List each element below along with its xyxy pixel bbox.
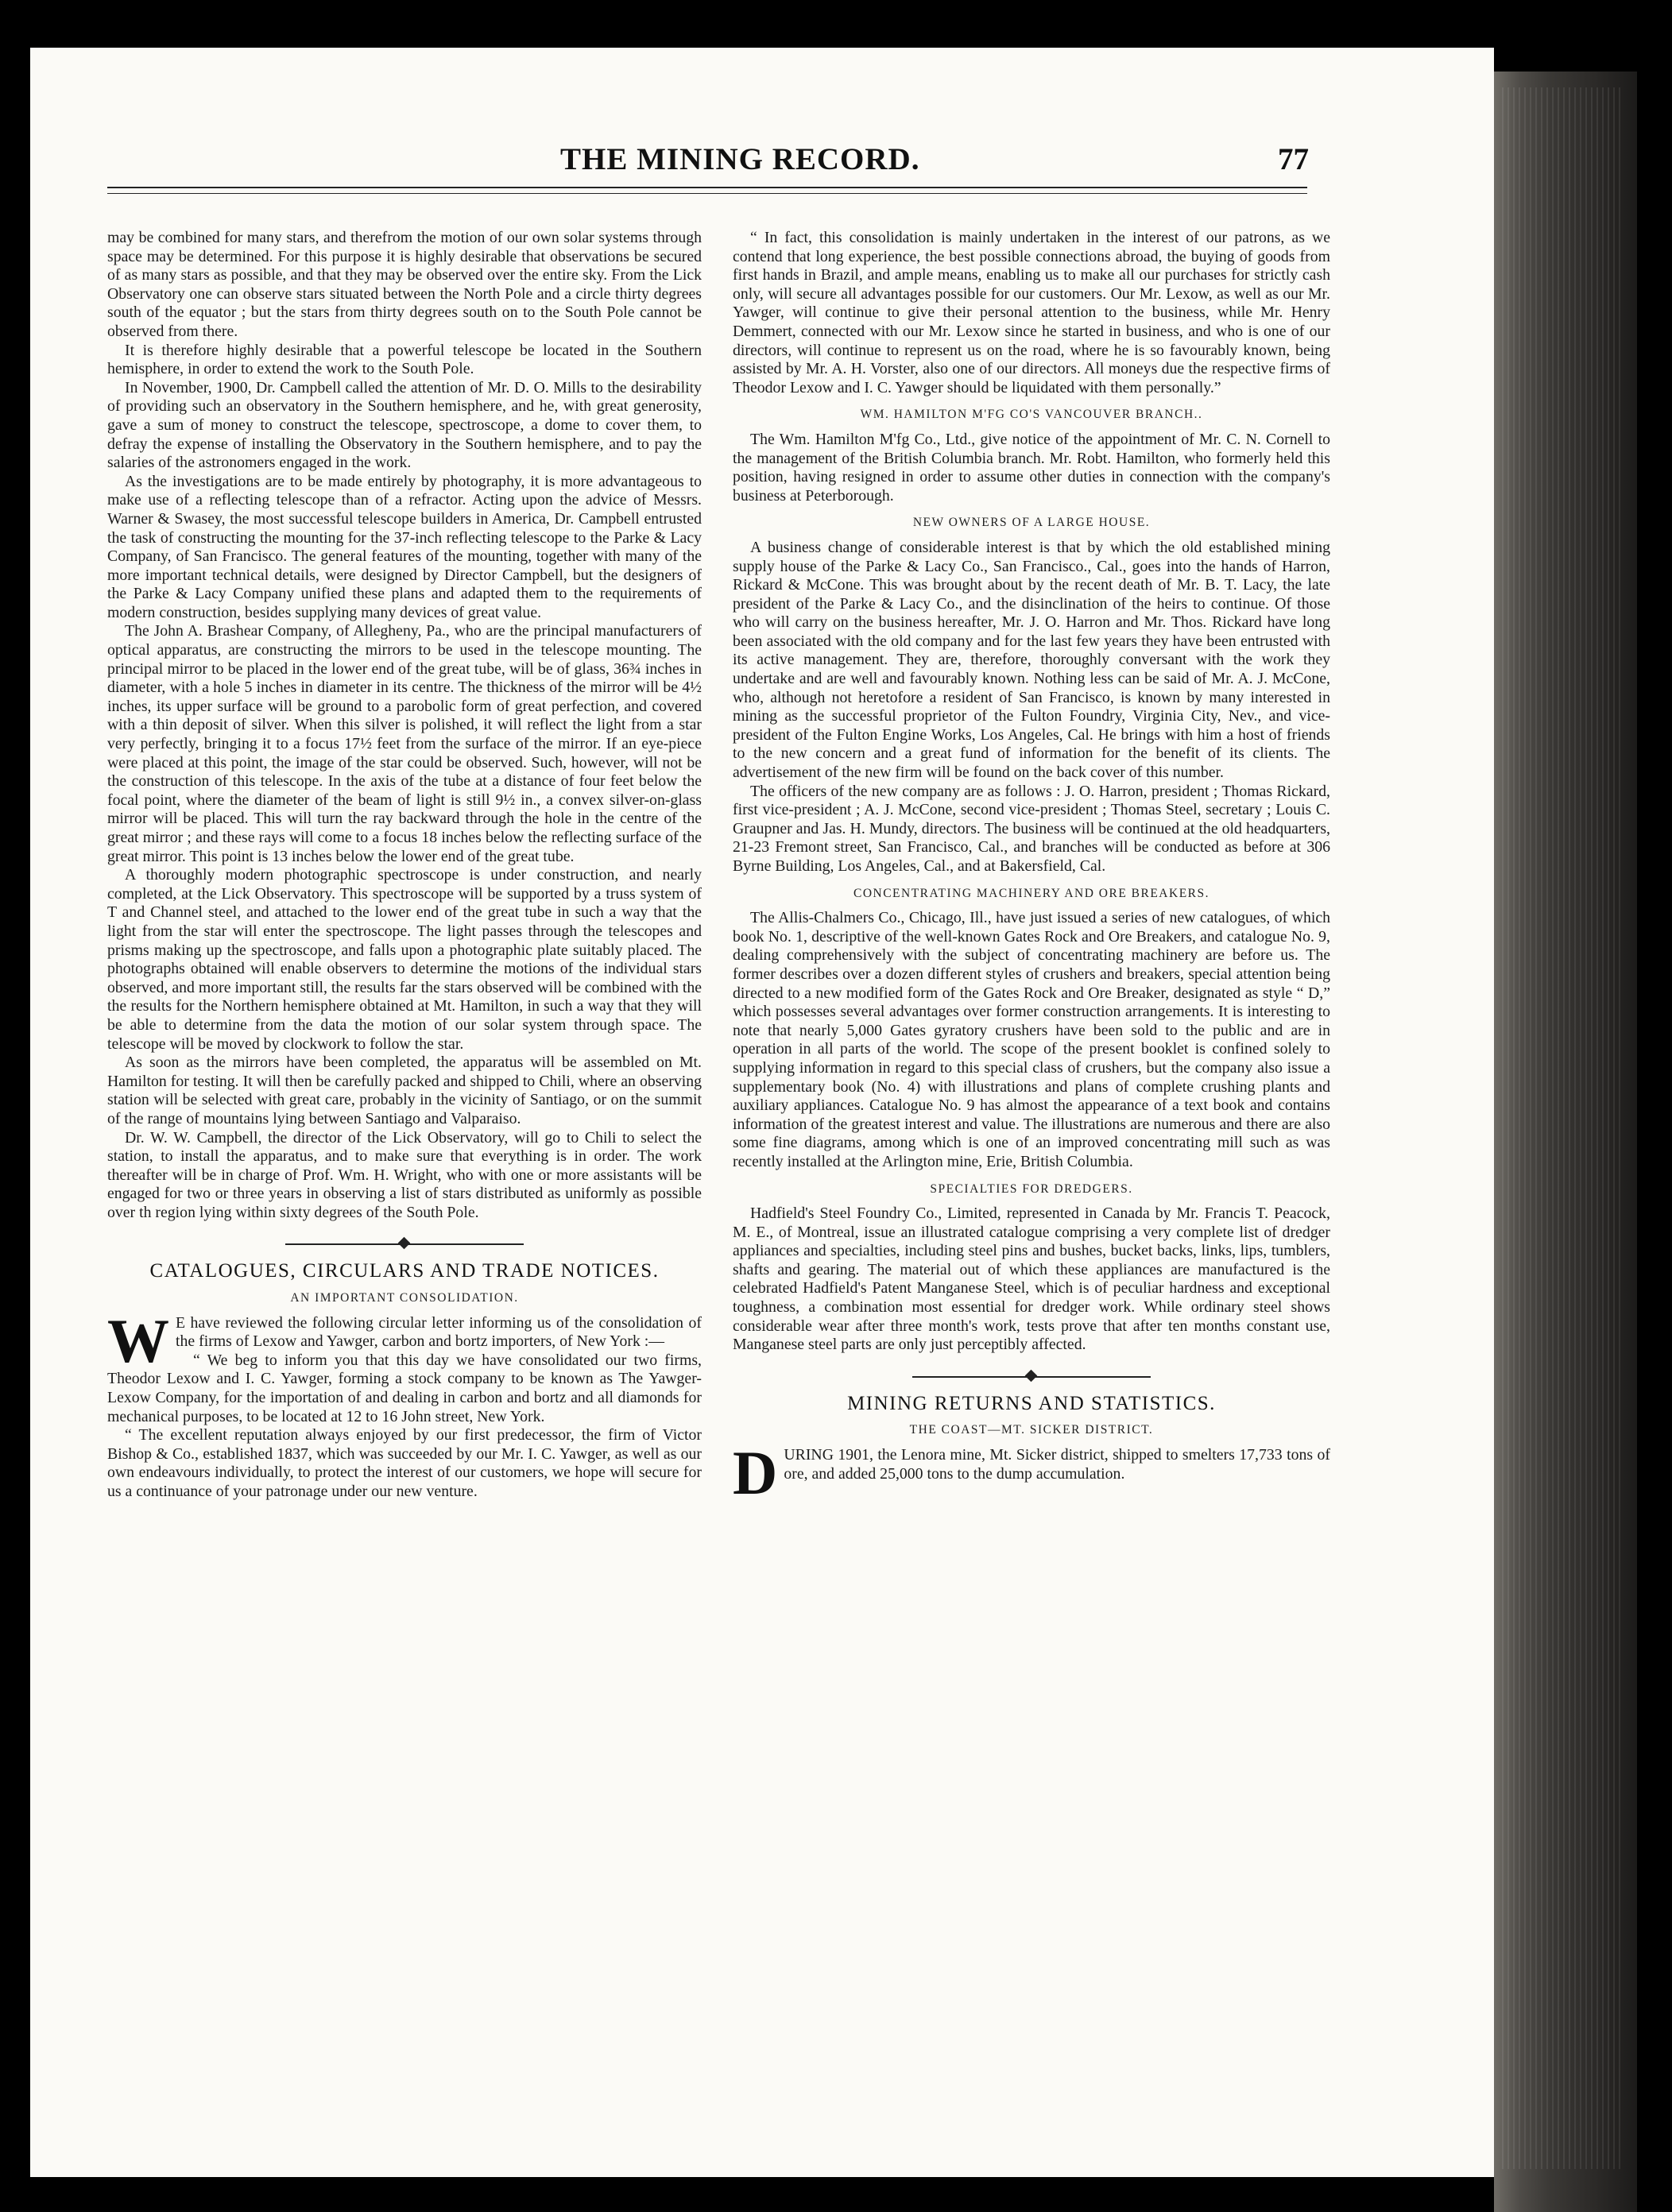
coast-paragraph xyxy=(733,1438,1330,1508)
article-paragraph: “ The excellent reputation always enjoyed by our first predecessor, the firm of Victor Bishop & Co., established 1837, which was succeeded by our Mr. I. C. Yawger, as well as our own endeavours individually, to protect the interest of our customers, we hope will secure for us a continuance of your patronage under our new venture. xyxy=(107,1426,702,1500)
article-paragraph: A thoroughly modern photographic spectroscope is under construction, and nearly completed, at the Lick Observatory. This spectroscope will be supported by a truss system of T and Channel steel, and attached to the lower end of the great tube in such a way that the light from the star will enter the spectroscope. The light passes through the telescopes and prisms making up the spectroscope, and falls upon a photographic plate suitably placed. The photographs obtained will enable observers to determine the motions of the individual stars observed, and more important still, the results far the stars observed will be combined with the the results for the Northern hemisphere obtained at Mt. Hamilton, in such a way that they will be able to determine from the data the motion of our solar system through space. The telescope will be moved by clockwork to follow the star. xyxy=(107,866,702,1053)
article-paragraph: “ We beg to inform you that this day we have consolidated our two firms, Theodor Lexow and I. C. Yawger, forming a stock company to be known as The Yawger-Lexow Company, for the importation of and dealing in carbon and bortz and all diamonds for mechanical purposes, to be located at 12 to 16 John street, New York. xyxy=(107,1351,702,1425)
owners-heading: NEW OWNERS OF A LARGE HOUSE. xyxy=(912,516,1151,530)
returns-section-title: MINING RETURNS AND STATISTICS. xyxy=(847,1392,1216,1414)
coast-text: URING 1901, the Lenora mine, Mt. Sicker district, shipped to smelters 17,733 tons of ore, and added 25,000 tons to the dump accumulation. xyxy=(784,1446,1330,1483)
article-paragraph: The officers of the new company are as follows : J. O. Harron, president ; Thomas Rickard, first vice-president ; A. J. McCone, second vice-president ; Thomas Steel, secretary ; Louis C. Graupner and Jas. H. Mundy, directors. The business will be continued at the old headquarters, 21-23 Fremont street, San Francisco, Cal., and branches will be conducted as before at 306 Byrne Building, Los Angeles, Cal., and at Bakersfield, Cal. xyxy=(733,782,1330,875)
dredgers-heading: SPECIALTIES FOR DREDGERS. xyxy=(930,1181,1133,1196)
article-paragraph: As the investigations are to be made entirely by photography, it is more advantageous to make use of a reflecting telescope than of a refractor. Acting upon the advice of Messrs. Warner & Swasey, the most successful telescope builders in America, Dr. Campbell entrusted the task of constructing the mounting for the 37-inch reflecting telescope to the Parke & Lacy Company, of San Francisco. The general features of the mounting, together with many of the more important technical details, were designed by Director Campbell, but the designers of the Parke & Lacy Company unified these plans and adapted them to the requirements of modern construction, besides supplying many devices of great value. xyxy=(107,472,702,621)
drop-cap: D xyxy=(733,1438,778,1508)
consolidation-heading: AN IMPORTANT CONSOLIDATION. xyxy=(290,1291,519,1305)
coast-heading: THE COAST—MT. SICKER DISTRICT. xyxy=(909,1423,1154,1437)
article-paragraph: A business change of considerable interest is that by which the old established mining supply house of the Parke & Lacy Co., San Francisco., Cal., goes into the hands of Harron, Rickard & McCone. This was brought about by the recent death of Mr. B. T. Lacy, the late president of the Parke & Lacy Co., and the disinclination of the heirs to continue. Of those who will carry on the business hereafter, Mr. J. O. Harron and Mr. Thos. Rickard have long been associated with the old company and for the last few years they have been entrusted with its active management. They are, therefore, thoroughly conversant with the work they undertake and are well and favourably known. Nothing less can be said of Mr. A. J. McCone, who, although not heretofore a resident of San Francisco, is known by many interested in mining as the successful proprietor of the Fulton Foundry, Virginia City, Nev., and vice-president of the Fulton Engine Works, Los Angeles, Cal. He brings with him a host of friends to the new concern and a great fund of information for the benefit of its clients. The advertisement of the new firm will be found on the back cover of this number. xyxy=(733,538,1330,782)
article-paragraph: As soon as the mirrors have been completed, the apparatus will be assembled on Mt. Hamilton for testing. It will then be carefully packed and shipped to Chili, where an observing station will be selected with great care, probably in the vicinity of Santiago, or on the summit of the range of mountains lying between Santiago and Valparaiso. xyxy=(107,1054,702,1127)
section-divider xyxy=(912,1369,1151,1385)
book-page-edges xyxy=(1502,87,1621,2169)
article-paragraph: “ In fact, this consolidation is mainly undertaken in the interest of our patrons, as we contend that long experience, the best possible connections abroad, the buying of goods from first hands in Brazil, and ample means, enabling us to make all our purchases for strictly cash only, will secure all advantages possible for our customers. Our Mr. Lexow, as well as our Mr. Yawger, will continue to give their personal attention to the business, while Mr. Henry Demmert, connected with our Mr. Lexow since he started in business, and who is one of our directors, will continue to represent us on the road, where he is so favourably known, being assisted by Mr. A. H. Vorster, also one of our directors. All moneys due the respective firms of Theodor Lexow and I. C. Yawger should be liquidated with them personally.” xyxy=(733,229,1330,396)
drop-cap: W xyxy=(107,1305,169,1375)
consolidation-intro-text: E have reviewed the following circular letter informing us of the consolidation of the firms of Lexow and Yawger, carbon and bortz importers, of New York :— xyxy=(176,1313,702,1351)
article-paragraph: Dr. W. W. Campbell, the director of the Lick Observatory, will go to Chili to select the station, to install the apparatus, and to make sure that everything is in order. The work thereafter will be in charge of Prof. Wm. H. Wright, who with one or more assistants will be engaged for two or three years in observing a list of stars distributed as uniformly as possible over th region lying within sixty degrees of the South Pole. xyxy=(107,1128,702,1221)
article-paragraph: The Wm. Hamilton M'fg Co., Ltd., give notice of the appointment of Mr. C. N. Cornell to the management of the British Columbia branch. Mr. Robt. Hamilton, who formerly held this position, having resigned in order to assume other duties in connection with the company's business at Peterborough. xyxy=(733,430,1330,505)
right-column xyxy=(733,229,1330,2152)
article-paragraph: In November, 1900, Dr. Campbell called the attention of Mr. D. O. Mills to the desirability of providing such an observatory in the Southern hemisphere, and he, with great generosity, gave a sum of money to construct the telescope, spectroscope, a dome to cover them, to defray the expense of installing the Observatory in the Southern hemisphere, and to pay the salaries of the astronomers engaged in the work. xyxy=(107,378,702,472)
article-paragraph: It is therefore highly desirable that a powerful telescope be located in the Southern hemisphere, in order to extend the work to the South Pole. xyxy=(107,341,702,378)
header-rule xyxy=(107,187,1307,194)
catalogues-section-title: CATALOGUES, CIRCULARS AND TRADE NOTICES. xyxy=(149,1260,660,1282)
running-head-title: THE MINING RECORD. xyxy=(560,142,920,176)
article-paragraph: The John A. Brashear Company, of Allegheny, Pa., who are the principal manufacturers of optical apparatus, are constructing the mirrors to be used in the telescope mounting. The principal mirror to be placed in the lower end of the great tube, will be of glass, 36¾ inches in diameter, with a hole 5 inches in diameter in its centre. The thickness of the mirror will be 4½ inches, its upper surface will be ground to a parobolic form of great perfection, and covered with a thin deposit of silver. When this silver is polished, it will reflect the light from a star very perfectly, bringing it to a focus 17½ feet from the surface of the mirror. If an eye-piece were placed at this point, the image of the star could be observed. Such, however, will not be the construction of this telescope. In the axis of the tube at a distance of four feet below the focal point, where the diameter of the beam of light is still 9½ in., a convex silver-on-glass mirror will be placed. This will turn the ray backward through the hole in the centre of the great mirror ; and these rays will come to a focus 18 inches below the reflecting surface of the great mirror. This point is 13 inches below the lower end of the great tube. xyxy=(107,622,702,865)
page-number: 77 xyxy=(1278,142,1309,176)
article-paragraph: may be combined for many stars, and therefrom the motion of our own solar systems through space may be determined. For this purpose it is highly desirable that observations be secured of as many stars as possible, and that they may be observed over the entire sky. From the Lick Observatory one can observe stars situated between the North Pole and a circle thirty degrees south of the equator ; but the stars from thirty degrees south on to the South Pole cannot be observed from there. xyxy=(107,229,702,340)
hamilton-heading: WM. HAMILTON M'FG CO'S VANCOUVER BRANCH.. xyxy=(860,408,1203,422)
concentrating-heading: CONCENTRATING MACHINERY AND ORE BREAKERS. xyxy=(853,886,1210,900)
article-paragraph: The Allis-Chalmers Co., Chicago, Ill., have just issued a series of new catalogues, of which book No. 1, descriptive of the well-known Gates Rock and Ore Breakers, and catalogue No. 9, dealing comprehensively with the subject of concentrating machinery are before us. The former describes over a dozen different styles of crushers and breakers, special attention being directed to a new modified form of the Gates Rock and Ore Breaker, designated as style “ D,” which possesses several advantages over former construction arrangements. It is interesting to note that nearly 5,000 Gates gyratory crushers have been sold to the public and are in operation in all parts of the world. The scope of the present booklet is confined solely to supplying information in regard to this special class of crushers, but the company also issue a supplementary book (No. 4) with illustrations and plans of complete crushing plants and auxiliary appliances. Catalogue No. 9 has almost the appearance of a text book and contains information of the greatest interest and value. The illustrations are numerous and there are also some fine diagrams, among which is one of an improved concentrating mill such as was recently installed at the Arlington mine, Erie, British Columbia. xyxy=(733,909,1330,1170)
consolidation-intro xyxy=(107,1305,702,1375)
left-column xyxy=(107,229,702,2152)
section-divider xyxy=(285,1236,524,1252)
article-paragraph: Hadfield's Steel Foundry Co., Limited, represented in Canada by Mr. Francis T. Peacock, M. E., of Montreal, issue an illustrated catalogue comprising a very complete list of dredger appliances and specialties, including steel pins and bushes, bucket backs, links, lips, tumblers, shafts and gearing. The material out of which these appliances are manufactured is the celebrated Hadfield's Patent Manganese Steel, which is of peculiar hardness and exceptional toughness, a combination most essential for dredger work. While ordinary steel shows considerable wear after three month's work, tests prove that after ten months constant use, Manganese steel parts are only just perceptibly affected. xyxy=(733,1205,1330,1354)
